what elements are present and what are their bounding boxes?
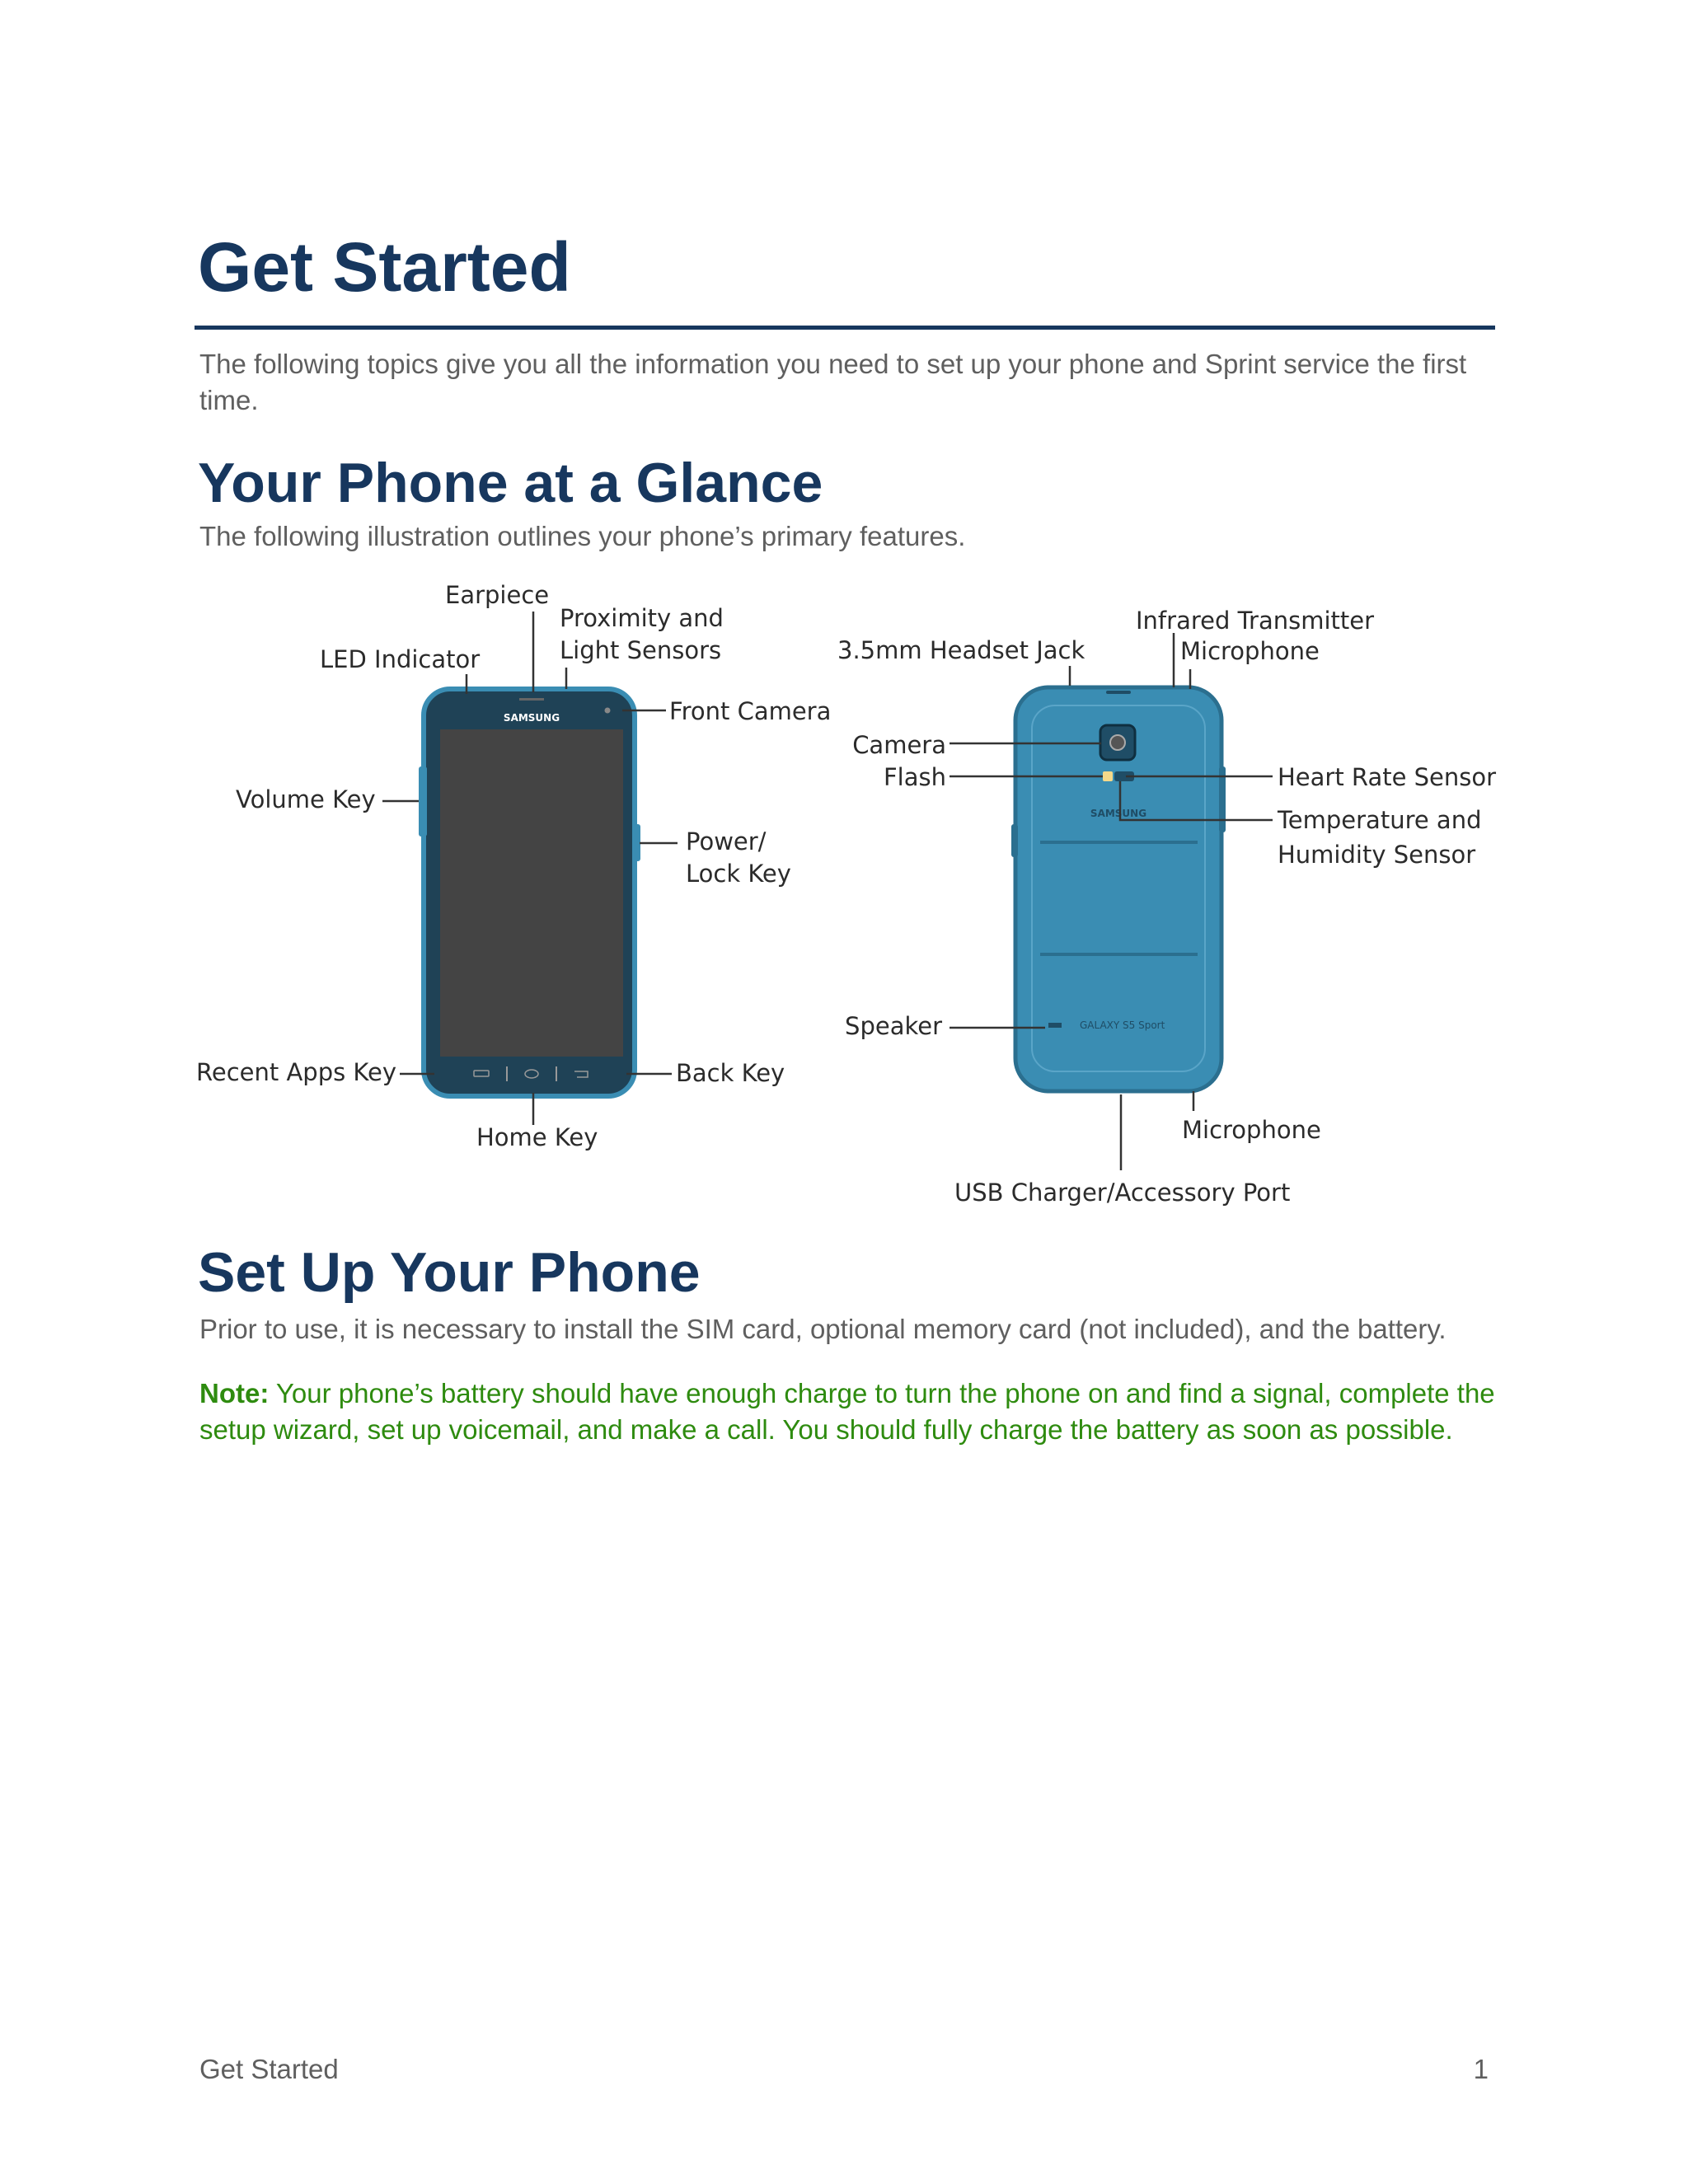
front-phone — [196, 581, 831, 1151]
glance-paragraph: The following illustration outlines your phone’s primary features. — [199, 521, 966, 551]
label-volume-key: Volume Key — [236, 785, 376, 813]
front-brand-text: SAMSUNG — [503, 712, 560, 724]
title-rule — [195, 326, 1495, 330]
power-key-shape — [633, 824, 640, 861]
label-power-1: Power/ — [686, 827, 767, 855]
label-headset-jack: 3.5mm Headset Jack — [837, 636, 1085, 664]
back-brand-text: SAMSUNG — [1090, 808, 1147, 819]
rear-camera-lens — [1110, 735, 1125, 750]
label-proximity-1: Proximity and — [560, 604, 724, 632]
label-heart-rate-sensor: Heart Rate Sensor — [1278, 763, 1497, 791]
label-power-2: Lock Key — [686, 860, 791, 888]
label-temperature-1: Temperature and — [1278, 806, 1482, 834]
front-camera-lens — [605, 708, 611, 714]
label-front-camera: Front Camera — [669, 697, 832, 725]
label-flash: Flash — [884, 763, 946, 791]
label-microphone-top: Microphone — [1180, 637, 1320, 665]
label-infrared-transmitter: Infrared Transmitter — [1136, 607, 1375, 635]
label-speaker: Speaker — [845, 1012, 942, 1040]
label-led-indicator: LED Indicator — [320, 645, 481, 673]
label-recent-apps-key: Recent Apps Key — [196, 1058, 397, 1086]
volume-key-shape — [419, 766, 427, 837]
section-heading-glance: Your Phone at a Glance — [198, 452, 823, 514]
label-temperature-2: Humidity Sensor — [1278, 841, 1476, 869]
note-paragraph — [199, 1376, 1495, 1448]
earpiece-slot — [519, 698, 544, 701]
headset-jack-shape — [1106, 691, 1131, 694]
footer-page-number: 1 — [1473, 2054, 1489, 2084]
intro-paragraph: The following topics give you all the information you need to set up your phone and Sprint service the first time. — [199, 349, 1467, 415]
label-back-key: Back Key — [676, 1059, 785, 1087]
front-screen — [440, 729, 623, 1057]
section-heading-setup: Set Up Your Phone — [198, 1241, 701, 1304]
back-phone — [837, 607, 1496, 1207]
label-usb-port: USB Charger/Accessory Port — [954, 1179, 1291, 1207]
back-model-text: GALAXY S5 Sport — [1080, 1019, 1165, 1031]
speaker-grille — [1048, 1023, 1062, 1028]
label-home-key: Home Key — [476, 1123, 598, 1151]
label-earpiece: Earpiece — [445, 581, 550, 609]
label-microphone-bottom: Microphone — [1182, 1116, 1321, 1144]
label-proximity-2: Light Sensors — [560, 636, 722, 664]
footer-section-name: Get Started — [199, 2054, 339, 2084]
label-camera: Camera — [852, 731, 946, 759]
phone-illustration — [0, 569, 1688, 1228]
note-label: Note: — [199, 1378, 270, 1408]
note-text: Your phone’s battery should have enough charge to turn the phone on and find a signal, complete the setup wizard, set up voicemail, and make a call. You should fully charge the battery as soon as possible. — [199, 1378, 1495, 1445]
page-title: Get Started — [198, 228, 571, 306]
flash-shape — [1103, 771, 1113, 781]
setup-paragraph: Prior to use, it is necessary to install the SIM card, optional memory card (not included), and the battery. — [199, 1314, 1447, 1344]
